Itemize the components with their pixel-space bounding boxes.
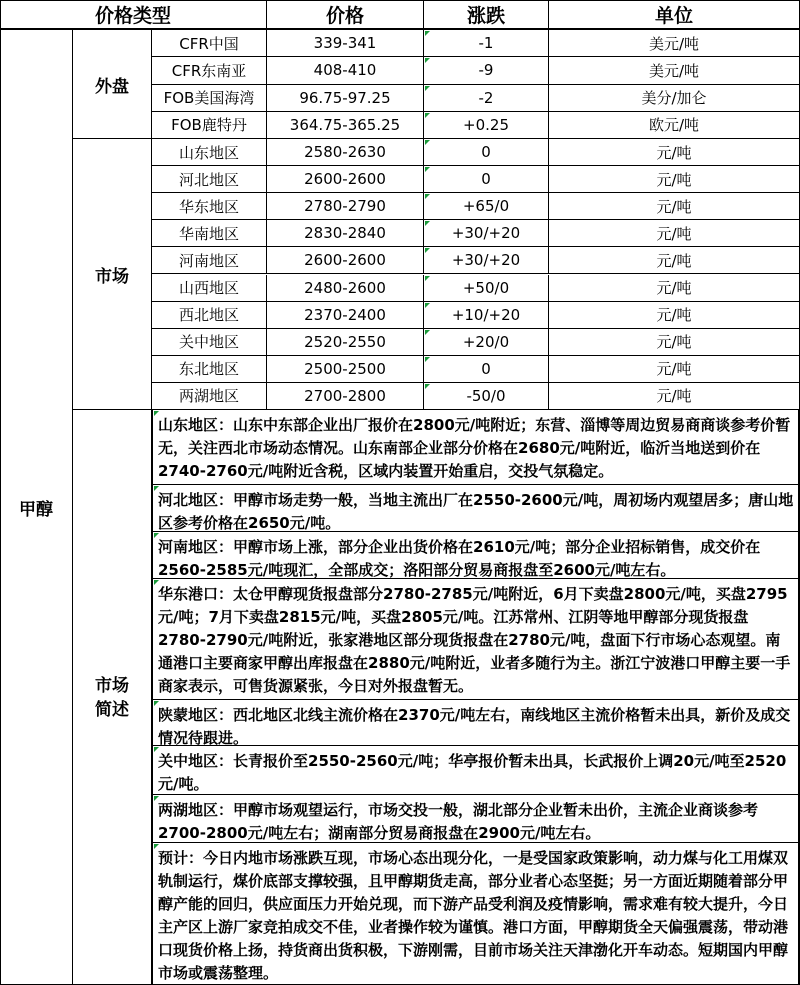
summary-text: 关中地区：长青报价至2550-2560元/吨；华亭报价暂未出具，长武报价上调20元/吨至2520元/吨。 xyxy=(152,746,799,795)
summary-text: 预计：今日内地市场涨跌互现，市场心态出现分化，一是受国家政策影响，动力煤与化工用煤双轨制运行，煤价底部支撑较强，且甲醇期货走高，部分业者心态坚挺；另一方面近期随着部分甲醇产能的回归，供应面压力开始兑现，而下游产品受利润及疫情影响，需求难有较大提升，今日主产区上游厂家竞拍成交不佳，业者操作较为谨慎。港口方面，甲醇期货全天偏强震荡，带动港口现货价格上扬，持货商出货积极，下游刚需，目前市场关注天津渤化开车动态。短期国内甲醇市场或震荡整理。 xyxy=(152,843,799,985)
region-name: 两湖地区 xyxy=(152,383,267,410)
price-value: 339-341 xyxy=(267,30,424,57)
change-value: +30/+20 xyxy=(424,247,549,274)
change-value: +20/0 xyxy=(424,329,549,356)
price-value: 2580-2630 xyxy=(267,139,424,166)
section-summary-label: 市场简述 xyxy=(95,675,129,720)
price-value: 2600-2600 xyxy=(267,247,424,274)
price-value: 2370-2400 xyxy=(267,302,424,329)
region-name: 山西地区 xyxy=(152,275,267,302)
change-value: -9 xyxy=(424,57,549,84)
price-value: 96.75-97.25 xyxy=(267,85,424,112)
summary-text: 两湖地区：甲醇市场观望运行，市场交投一般，湖北部分企业暂未出价，主流企业商谈参考2700-2800元/吨左右；湖南部分贸易商报盘在2900元/吨左右。 xyxy=(152,795,799,843)
price-value: 2700-2800 xyxy=(267,383,424,410)
unit-value: 元/吨 xyxy=(549,302,799,329)
change-value: +0.25 xyxy=(424,112,549,139)
region-name: FOB鹿特丹 xyxy=(152,112,267,139)
region-name: FOB美国海湾 xyxy=(152,85,267,112)
region-name: 华东地区 xyxy=(152,193,267,220)
unit-value: 元/吨 xyxy=(549,356,799,383)
product-name: 甲醇 xyxy=(0,30,73,985)
unit-value: 欧元/吨 xyxy=(549,112,799,139)
change-value: +30/+20 xyxy=(424,220,549,247)
change-value: +10/+20 xyxy=(424,302,549,329)
change-value: 0 xyxy=(424,356,549,383)
price-value: 2600-2600 xyxy=(267,166,424,193)
change-value: +65/0 xyxy=(424,193,549,220)
region-name: 山东地区 xyxy=(152,139,267,166)
unit-value: 美分/加仑 xyxy=(549,85,799,112)
price-value: 2480-2600 xyxy=(267,275,424,302)
summary-text: 河北地区：甲醇市场走势一般，当地主流出厂在2550-2600元/吨，周初场内观望居多；唐山地区参考价格在2650元/吨。 xyxy=(152,485,799,532)
header-unit: 单位 xyxy=(549,0,799,30)
unit-value: 元/吨 xyxy=(549,247,799,274)
region-name: CFR中国 xyxy=(152,30,267,57)
header-change: 涨跌 xyxy=(424,0,549,30)
unit-value: 美元/吨 xyxy=(549,30,799,57)
unit-value: 元/吨 xyxy=(549,166,799,193)
change-value: 0 xyxy=(424,139,549,166)
region-name: 东北地区 xyxy=(152,356,267,383)
unit-value: 元/吨 xyxy=(549,193,799,220)
change-value: 0 xyxy=(424,166,549,193)
header-price-type: 价格类型 xyxy=(0,0,267,30)
unit-value: 元/吨 xyxy=(549,329,799,356)
unit-value: 元/吨 xyxy=(549,220,799,247)
region-name: 华南地区 xyxy=(152,220,267,247)
section-market: 市场 xyxy=(73,139,152,410)
price-value: 2500-2500 xyxy=(267,356,424,383)
price-value: 2520-2550 xyxy=(267,329,424,356)
region-name: 西北地区 xyxy=(152,302,267,329)
price-value: 2830-2840 xyxy=(267,220,424,247)
price-value: 364.75-365.25 xyxy=(267,112,424,139)
region-name: CFR东南亚 xyxy=(152,57,267,84)
summary-text: 山东地区：山东中东部企业出厂报价在2800元/吨附近；东营、淄博等周边贸易商商谈参考价暂无，关注西北市场动态情况。山东南部企业部分价格在2680元/吨附近，临沂当地送到价在2740-2760元/吨附近含税，区域内装置开始重启，交投气氛稳定。 xyxy=(152,410,799,485)
section-overseas: 外盘 xyxy=(73,30,152,139)
summary-text: 陕蒙地区：西北地区北线主流价格在2370元/吨左右，南线地区主流价格暂未出具，新价及成交情况待跟进。 xyxy=(152,700,799,746)
price-value: 408-410 xyxy=(267,57,424,84)
unit-value: 元/吨 xyxy=(549,139,799,166)
unit-value: 元/吨 xyxy=(549,383,799,410)
change-value: -50/0 xyxy=(424,383,549,410)
summary-text: 华东港口：太仓甲醇现货报盘部分2780-2785元/吨附近，6月下卖盘2800元/吨，买盘2795元/吨；7月下卖盘2815元/吨，买盘2805元/吨。江苏常州、江阴等地甲醇部分现货报盘2780-2790元/吨附近，张家港地区部分现货报盘在2780元/吨，盘面下行市场心态观望。南通港口主要商家甲醇出库报盘在2880元/吨附近，业者多随行为主。浙江宁波港口甲醇主要一手商家表示，可售货源紧张，今日对外报盘暂无。 xyxy=(152,579,799,700)
region-name: 河北地区 xyxy=(152,166,267,193)
region-name: 关中地区 xyxy=(152,329,267,356)
change-value: +50/0 xyxy=(424,275,549,302)
region-name: 河南地区 xyxy=(152,247,267,274)
unit-value: 美元/吨 xyxy=(549,57,799,84)
summary-text: 河南地区：甲醇市场上涨，部分企业出货价格在2610元/吨；部分企业招标销售，成交价在2560-2585元/吨现汇，全部成交；洛阳部分贸易商报盘至2600元/吨左右。 xyxy=(152,532,799,579)
change-value: -1 xyxy=(424,30,549,57)
price-value: 2780-2790 xyxy=(267,193,424,220)
header-price: 价格 xyxy=(267,0,424,30)
unit-value: 元/吨 xyxy=(549,275,799,302)
section-summary xyxy=(73,410,152,985)
change-value: -2 xyxy=(424,85,549,112)
